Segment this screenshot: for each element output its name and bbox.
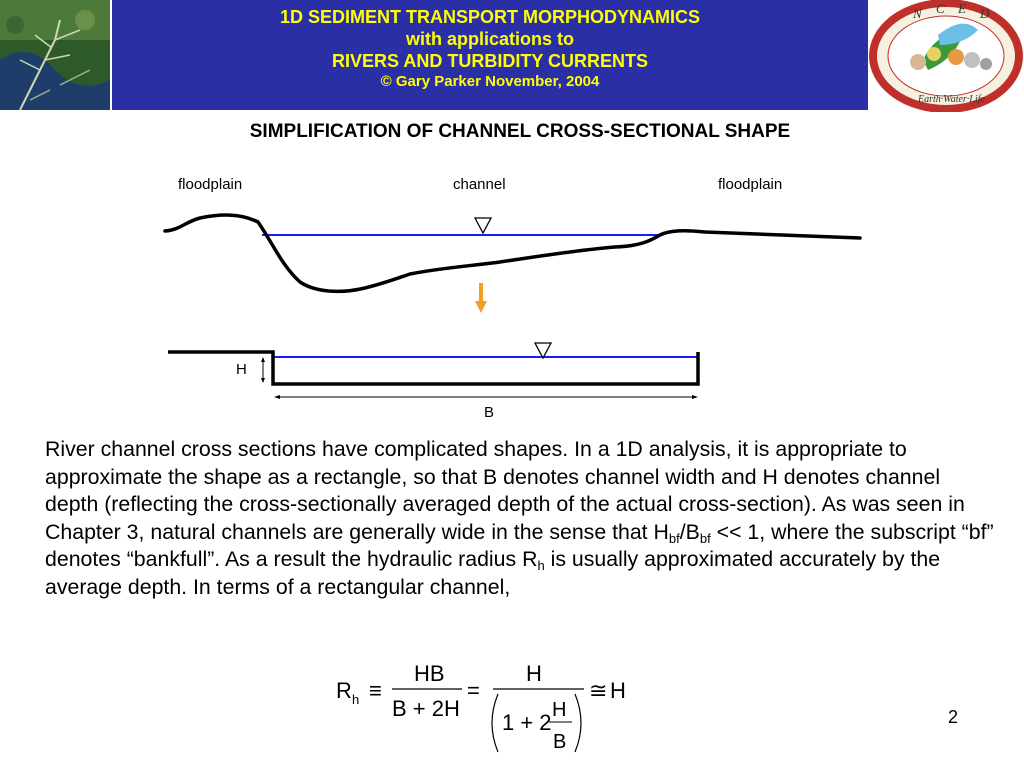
logo-letter-d: D — [980, 6, 990, 21]
logo-letter-e: E — [958, 1, 966, 16]
eqn-equiv: ≡ — [369, 678, 382, 703]
eqn-result: H — [610, 678, 626, 703]
label-floodplain-right: floodplain — [718, 176, 783, 193]
eqn-left-paren — [492, 694, 498, 752]
label-channel: channel — [453, 176, 506, 193]
header-copyright: © Gary Parker November, 2004 — [380, 73, 600, 90]
slide-title: SIMPLIFICATION OF CHANNEL CROSS-SECTIONAL SHAPE — [249, 121, 791, 142]
eqn-inner-den: B — [553, 731, 567, 753]
eqn-inner-num: H — [552, 699, 567, 721]
logo-ring-text: Earth·Water·Life — [918, 94, 985, 105]
label-floodplain-left: floodplain — [178, 176, 243, 193]
eqn-right-paren — [575, 694, 581, 752]
eqn-den1: B + 2H — [392, 696, 460, 721]
label-width-b: B — [484, 404, 495, 421]
para-part2: /B — [679, 519, 700, 544]
eqn-num2: H — [526, 661, 542, 686]
para-sub-bf2: bf — [699, 530, 711, 546]
eqn-r: R — [336, 678, 352, 703]
eqn-num1: HB — [414, 661, 445, 686]
header-title-line2: with applications to — [405, 29, 574, 49]
para-part3: << 1, where the subscript “bf” denotes “bankfull”. As a result the hydraulic radius R — [45, 519, 994, 571]
eqn-sub-h: h — [352, 692, 360, 707]
para-sub-h: h — [537, 558, 545, 573]
eqn-approx: ≅ — [589, 678, 608, 703]
logo-letter-c: C — [936, 1, 945, 16]
eqn-den2-prefix: 1 + 2 — [502, 710, 552, 735]
header-title-line3: RIVERS AND TURBIDITY CURRENTS — [331, 51, 649, 71]
para-part1: River channel cross sections have complicated shapes. In a 1D analysis, it is appropriate to approximate the shape as a rectangle, so that B denotes channel width and H denotes channel depth (reflecting the cross-sectionally averaged depth of the actual cross-section). As was seen in Chapter 3, natural channels are generally wide in the sense that H — [45, 437, 965, 544]
header-title-line1: 1D SEDIMENT TRANSPORT MORPHODYNAMICS — [279, 7, 701, 27]
logo-letter-n: N — [913, 6, 922, 21]
para-sub-bf1: bf — [668, 530, 680, 546]
page-number: 2 — [948, 707, 959, 727]
label-depth-h: H — [236, 361, 247, 378]
eqn-equals: = — [467, 678, 480, 703]
para-part4: is usually approximated accurately by the average depth. In terms of a rectangular channel, — [45, 547, 941, 599]
